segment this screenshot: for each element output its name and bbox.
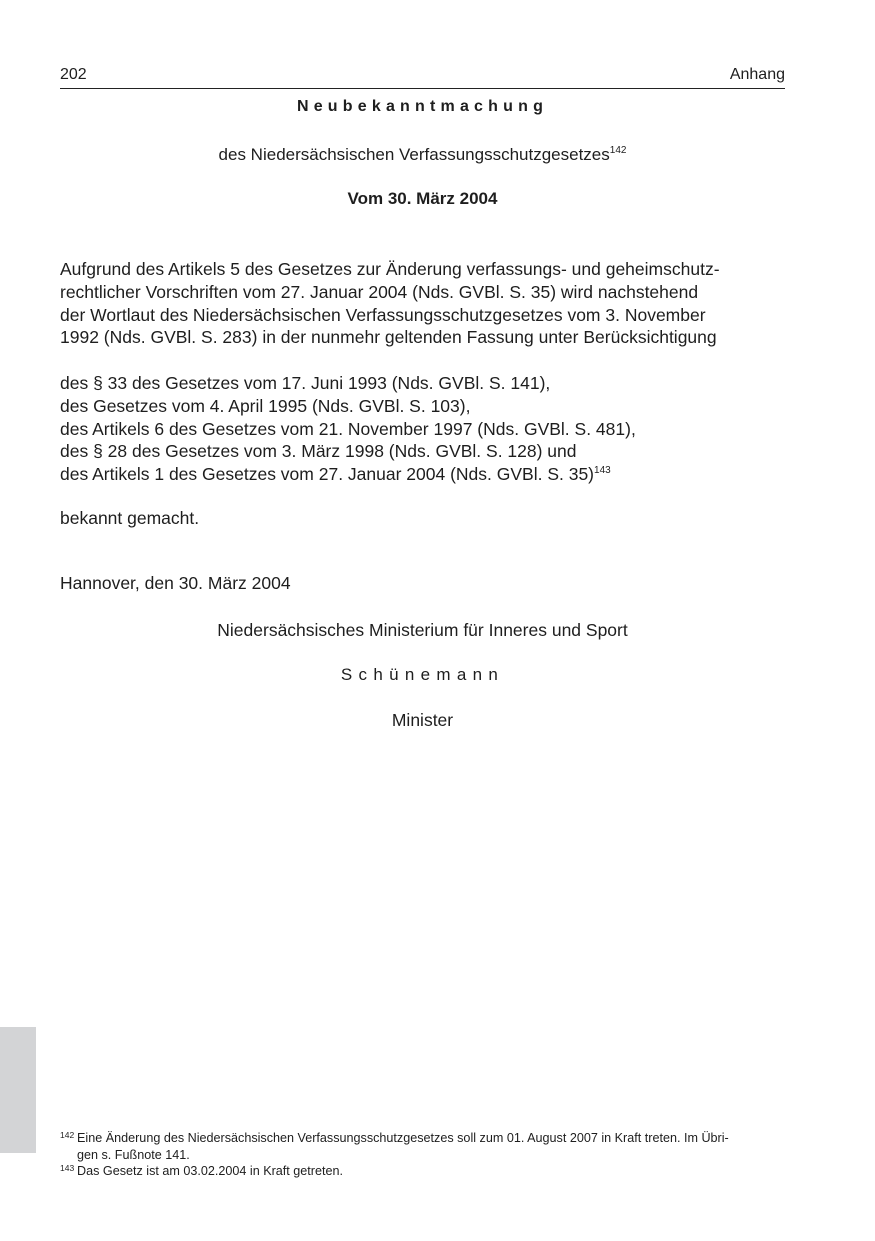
signer-role: Minister [391, 710, 454, 730]
amendment-item: des Gesetzes vom 4. April 1995 (Nds. GVBl. S. 103), [60, 395, 471, 416]
document-subtitle [60, 145, 785, 165]
footnote-ref-142: 142 [609, 145, 627, 156]
intro-line: der Wortlaut des Niedersächsischen Verfassungsschutzgesetzes vom 3. November [60, 304, 706, 325]
footnote-ref-143: 143 [594, 465, 611, 477]
footnote-mark: 143 [60, 1163, 75, 1173]
subtitle-text: des Niedersächsischen Verfassungsschutzgesetzes [218, 145, 610, 164]
footnote-text: Das Gesetz ist am 03.02.2004 in Kraft getreten. [77, 1164, 344, 1178]
intro-line: 1992 (Nds. GVBl. S. 283) in der nunmehr geltenden Fassung unter Berücksichtigung [60, 327, 717, 348]
amendments-list [60, 372, 790, 486]
signer-name: Schünemann [340, 665, 505, 684]
footnote-text: Eine Änderung des Niedersächsischen Verfassungsschutzgesetzes soll zum 01. August 2007 in Kraft treten. Im Übri- [77, 1131, 729, 1145]
document-date: Vom 30. März 2004 [347, 189, 498, 208]
footnotes [60, 1130, 788, 1180]
thumb-index-tab [0, 1027, 36, 1153]
running-header [60, 64, 785, 89]
amendment-text: des Artikels 1 des Gesetzes vom 27. Januar 2004 (Nds. GVBl. S. 35) [60, 464, 595, 485]
amendment-item-last [60, 463, 790, 486]
closing-text: bekannt gemacht. [60, 508, 200, 528]
amendment-item: des § 33 des Gesetzes vom 17. Juni 1993 (Nds. GVBl. S. 141), [60, 373, 551, 393]
amendment-item: des Artikels 6 des Gesetzes vom 21. November 1997 (Nds. GVBl. S. 481), [60, 418, 636, 439]
intro-paragraph [60, 258, 790, 349]
intro-line: rechtlicher Vorschriften vom 27. Januar 2004 (Nds. GVBl. S. 35) wird nachstehend [60, 281, 699, 302]
footnote-142 [60, 1130, 788, 1163]
page-number: 202 [60, 66, 87, 83]
section-title: Anhang [729, 66, 785, 83]
intro-line: Aufgrund des Artikels 5 des Gesetzes zur Änderung verfassungs- und geheimschutz- [60, 259, 720, 279]
amendment-item: des § 28 des Gesetzes vom 3. März 1998 (Nds. GVBl. S. 128) und [60, 441, 577, 462]
place-and-date: Hannover, den 30. März 2004 [60, 573, 291, 593]
ministry-name: Niedersächsisches Ministerium für Inneres und Sport [217, 620, 628, 640]
footnote-text: gen s. Fußnote 141. [77, 1147, 190, 1162]
footnote-143 [60, 1163, 788, 1180]
document-title: Neubekanntmachung [296, 98, 549, 115]
footnote-mark: 142 [60, 1130, 75, 1140]
